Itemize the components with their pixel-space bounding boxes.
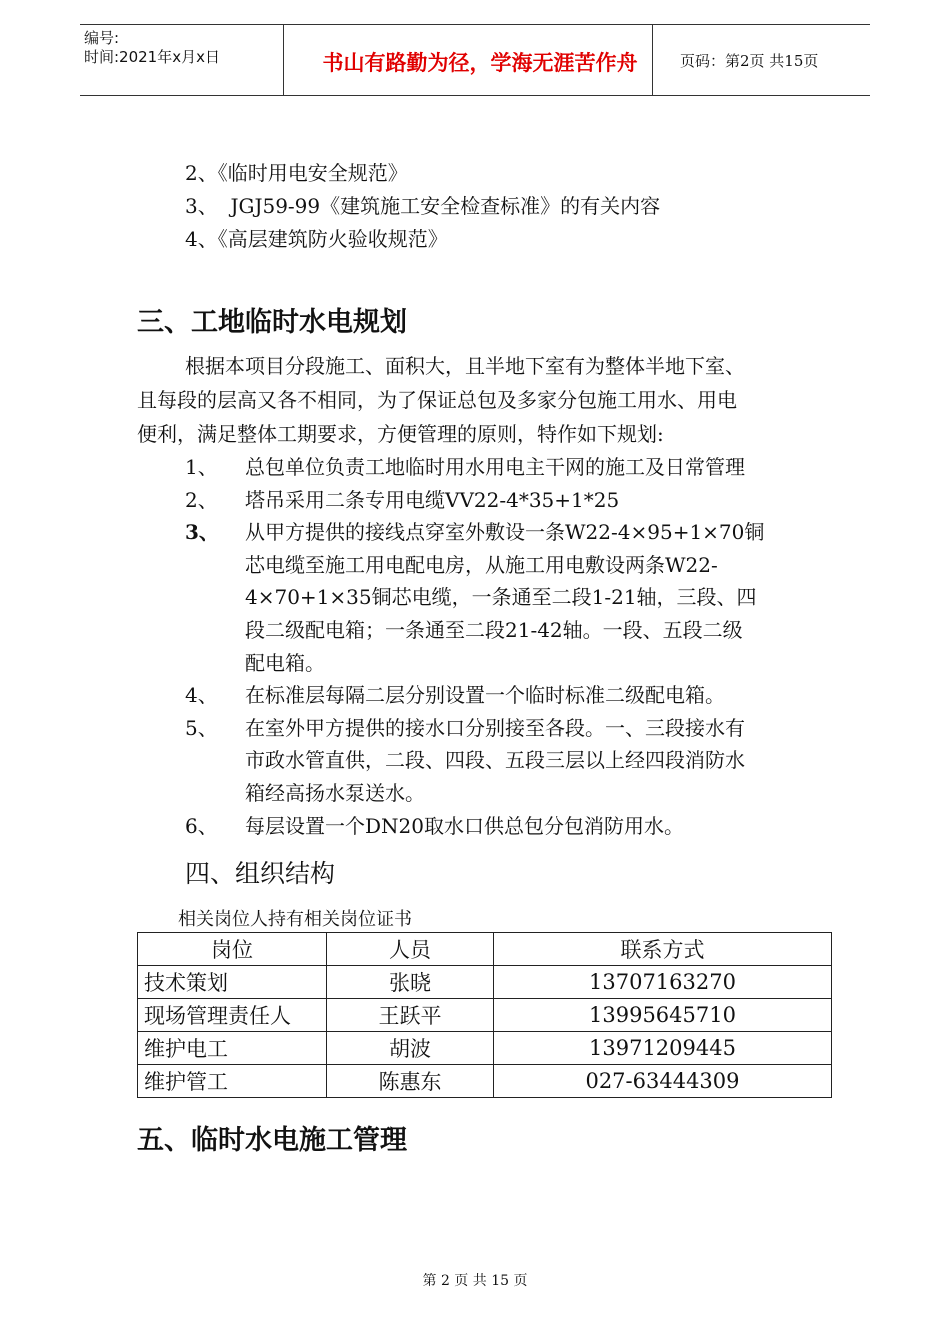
- page-footer: 第 2 页 共 15 页: [422, 1273, 528, 1289]
- table-cell: 13707163270: [494, 966, 832, 999]
- list-line: 总包单位负责工地临时用水用电主干网的施工及日常管理: [245, 455, 745, 479]
- ref-text: 《高层建筑防火验收规范》: [217, 227, 448, 251]
- list-line: 市政水管直供，二段、四段、五段三层以上经四段消防水: [245, 748, 745, 772]
- list-num: 3、: [185, 520, 219, 544]
- ref-item: [185, 157, 408, 186]
- paragraph-line: 便利，满足整体工期要求，方便管理的原则，特作如下规划:: [137, 422, 664, 446]
- table-cell: 维护管工: [138, 1065, 327, 1098]
- table-cell: 张晓: [327, 966, 494, 999]
- table-cell: 王跃平: [327, 999, 494, 1032]
- table-cell: 13971209445: [494, 1032, 832, 1065]
- section-heading: 四、组织结构: [185, 859, 336, 888]
- list-num: 6、: [185, 814, 218, 838]
- header-meta: [84, 29, 220, 67]
- ref-num: 3、: [185, 194, 218, 218]
- header-divider: [652, 25, 653, 95]
- time-label: 时间:2021年x月x日: [84, 48, 220, 66]
- table-header: 人员: [327, 933, 494, 966]
- list-line: 从甲方提供的接线点穿室外敷设一条W22-4×95+1×70铜: [245, 520, 765, 544]
- table-cell: 13995645710: [494, 999, 832, 1032]
- table-cell: 维护电工: [138, 1032, 327, 1065]
- table-row: [138, 1032, 832, 1065]
- table-caption: 相关岗位人持有相关岗位证书: [178, 909, 412, 930]
- list-line: 4×70+1×35铜芯电缆，一条通至二段1-21轴，三段、四: [245, 585, 757, 609]
- section-heading: 三、工地临时水电规划: [137, 307, 407, 338]
- list-num: 5、: [185, 716, 218, 740]
- header-page-label: 页码：第2页 共15页: [680, 52, 819, 70]
- paragraph-line: 根据本项目分段施工、面积大，且半地下室有为整体半地下室、: [185, 354, 745, 378]
- table-cell: 胡波: [327, 1032, 494, 1065]
- section-heading: 五、临时水电施工管理: [137, 1125, 407, 1156]
- contacts-table: [137, 932, 832, 1098]
- ref-num: 2、: [185, 161, 218, 185]
- ref-item: [185, 190, 660, 219]
- list-line: 在标准层每隔二层分别设置一个临时标准二级配电箱。: [245, 683, 725, 707]
- serial-label: 编号:: [84, 29, 120, 47]
- ref-text: JGJ59-99《建筑施工安全检查标准》的有关内容: [230, 194, 661, 218]
- table-row: [138, 1065, 832, 1098]
- list-line: 在室外甲方提供的接水口分别接至各段。一、三段接水有: [245, 716, 745, 740]
- list-line: 段二级配电箱；一条通至二段21-42轴。一段、五段二级: [245, 618, 743, 642]
- table-cell: 现场管理责任人: [138, 999, 327, 1032]
- table-cell: 技术策划: [138, 966, 327, 999]
- page-header: [80, 24, 870, 96]
- ref-num: 4、: [185, 227, 218, 251]
- paragraph-line: 且每段的层高又各不相同，为了保证总包及多家分包施工用水、用电: [137, 388, 737, 412]
- list-num: 1、: [185, 455, 218, 479]
- table-row: [138, 999, 832, 1032]
- list-line: 每层设置一个DN20取水口供总包分包消防用水。: [245, 814, 684, 838]
- ref-text: 《临时用电安全规范》: [217, 161, 408, 185]
- ref-item: [185, 223, 448, 252]
- list-num: 4、: [185, 683, 218, 707]
- header-motto: 书山有路勤为径，学海无涯苦作舟: [322, 51, 638, 75]
- list-num: 2、: [185, 488, 218, 512]
- list-line: 塔吊采用二条专用电缆VV22-4*35+1*25: [245, 488, 620, 512]
- table-row: [138, 966, 832, 999]
- table-cell: 027-63444309: [494, 1065, 832, 1098]
- table-header: 联系方式: [494, 933, 832, 966]
- table-header-row: [138, 933, 832, 966]
- list-line: 箱经高扬水泵送水。: [245, 781, 425, 805]
- list-line: 芯电缆至施工用电配电房，从施工用电敷设两条W22-: [245, 553, 718, 577]
- header-divider: [283, 25, 284, 95]
- table-cell: 陈惠东: [327, 1065, 494, 1098]
- list-line: 配电箱。: [245, 651, 325, 675]
- table-header: 岗位: [138, 933, 327, 966]
